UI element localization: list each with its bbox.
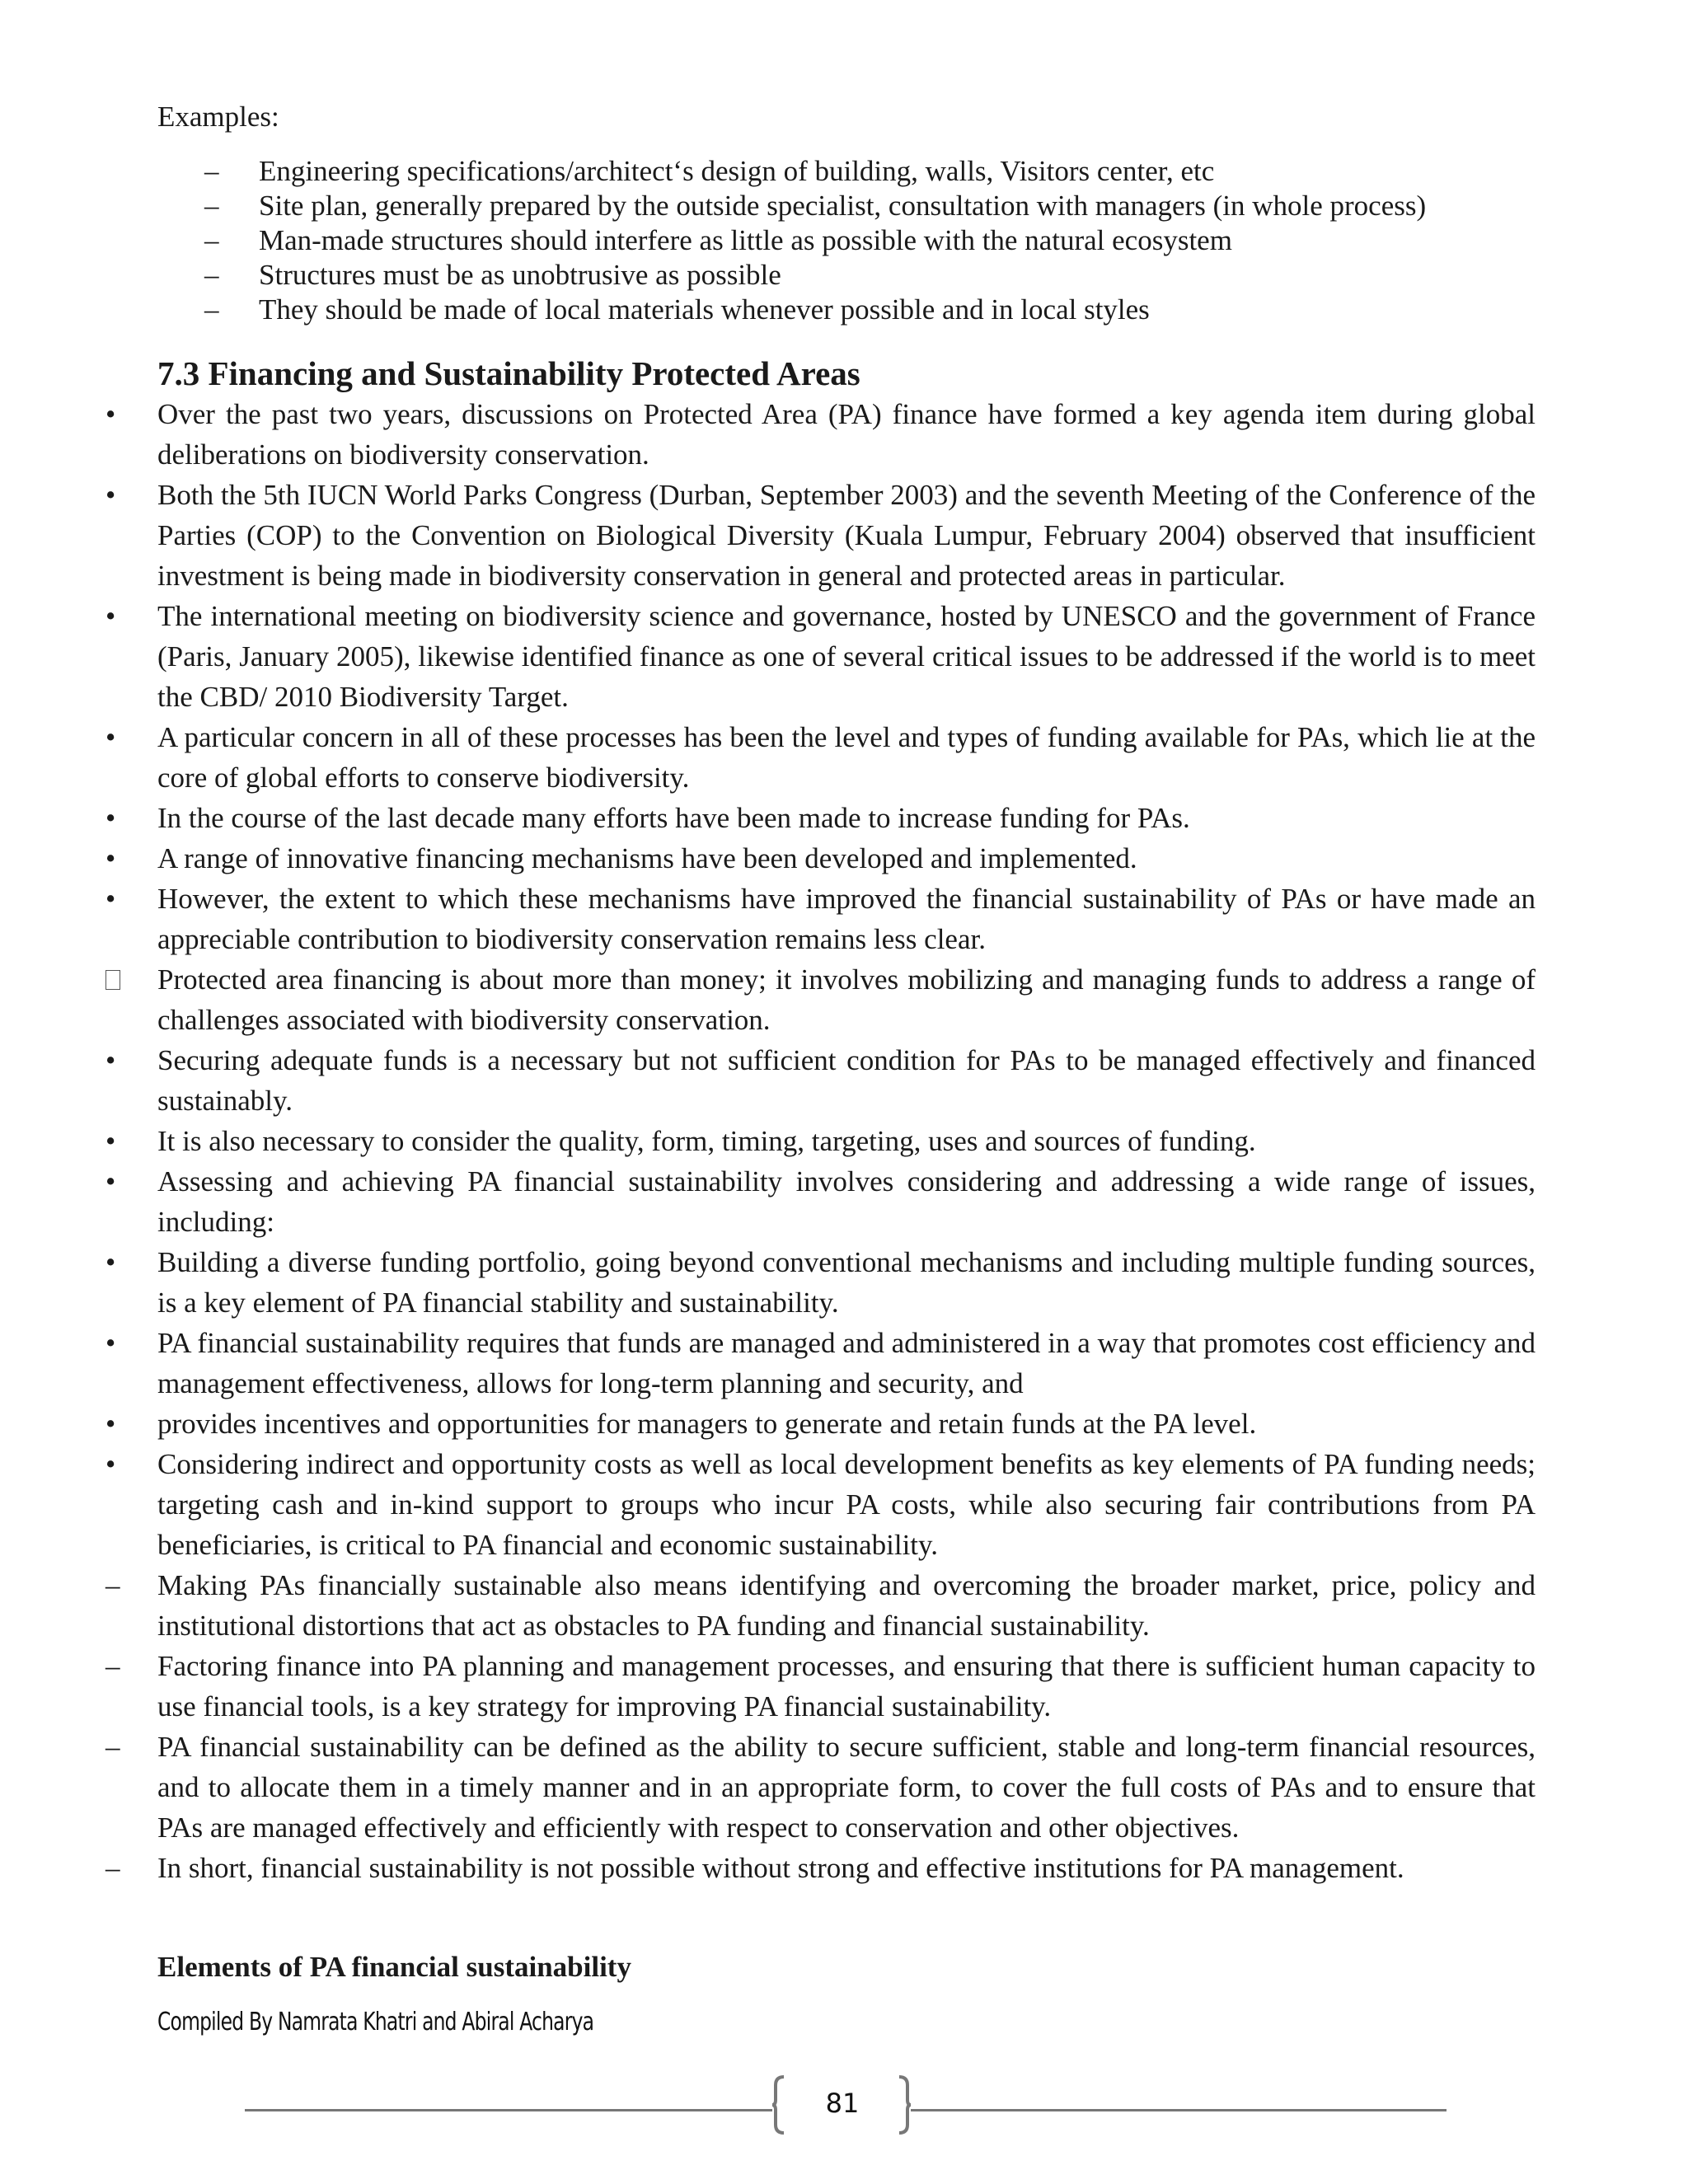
section-bullet-list [106, 394, 1536, 1888]
bullet-marker: • [106, 1125, 116, 1157]
bullet-text: Making PAs financially sustainable also means identifying and overcoming the broader market, price, policy and institutional distortions that act as obstacles to PA funding and financial sustainability. [157, 1569, 1536, 1642]
bullet-item [106, 1040, 1536, 1121]
bullet-text: A particular concern in all of these processes has been the level and types of funding available for PAs, which lie at the core of global efforts to conserve biodiversity. [157, 721, 1536, 794]
page-number: 81 [825, 2088, 860, 2119]
examples-list-item [204, 293, 1556, 327]
bullet-item [106, 717, 1536, 798]
bullet-item [106, 1444, 1536, 1565]
bullet-text: Securing adequate funds is a necessary but not sufficient condition for PAs to be managed effectively and financed sustainably. [157, 1044, 1536, 1117]
bullet-item [106, 596, 1536, 717]
bullet-text: PA financial sustainability can be defined as the ability to secure sufficient, stable and long-term financial resources, and to allocate them in a timely manner and in an appropriate form, to cover the full costs of PAs and to ensure that PAs are managed effectively and efficiently with respect to conservation and other objectives. [157, 1731, 1536, 1844]
dash-marker: – [204, 190, 219, 222]
bullet-marker: • [106, 1165, 116, 1197]
dash-marker: – [204, 155, 219, 187]
bullet-item [106, 1121, 1536, 1161]
examples-item-text: Structures must be as unobtrusive as possible [259, 259, 781, 291]
bullet-text: Protected area financing is about more than money; it involves mobilizing and managing funds to address a range of challenges associated with biodiversity conservation. [157, 963, 1536, 1036]
bullet-text: However, the extent to which these mechanisms have improved the financial sustainability of PAs or have made an appreciable contribution to biodiversity conservation remains less clear. [157, 883, 1536, 955]
bullet-text: In short, financial sustainability is not possible without strong and effective institutions for PA management. [157, 1852, 1404, 1884]
bullet-text: Both the 5th IUCN World Parks Congress (Durban, September 2003) and the seventh Meeting of the Conference of the Parties (COP) to the Convention on Biological Diversity (Kuala Lumpur, February 2004) observed that insufficient investment is being made in biodiversity conservation in general and protected areas in particular. [157, 479, 1536, 592]
bullet-text: Over the past two years, discussions on Protected Area (PA) finance have formed a key agenda item during global deliberations on biodiversity conservation. [157, 398, 1536, 471]
bullet-item [106, 1404, 1536, 1444]
bullet-item [106, 1727, 1536, 1848]
bullet-text: Considering indirect and opportunity costs as well as local development benefits as key elements of PA funding needs; targeting cash and in-kind support to groups who incur PA costs, while also securing fair contributions from PA beneficiaries, is critical to PA financial and economic sustainability. [157, 1448, 1536, 1561]
bullet-marker: • [106, 1327, 116, 1359]
bullet-text: A range of innovative financing mechanisms have been developed and implemented. [157, 842, 1137, 874]
bullet-item [106, 1242, 1536, 1323]
examples-list-item [204, 223, 1556, 258]
examples-list-item [204, 189, 1556, 223]
right-bracket-icon [896, 2075, 912, 2135]
bullet-text: Assessing and achieving PA financial sustainability involves considering and addressing a wide range of issues, including: [157, 1165, 1536, 1238]
bullet-text: In the course of the last decade many efforts have been made to increase funding for PAs. [157, 802, 1190, 834]
examples-item-text: Site plan, generally prepared by the outside specialist, consultation with managers (in whole process) [259, 190, 1427, 222]
bullet-item [106, 1323, 1536, 1404]
bullet-item [106, 1161, 1536, 1242]
bullet-marker: • [106, 842, 116, 874]
dash-marker: – [106, 1731, 120, 1763]
sub-heading: Elements of PA financial sustainability [157, 1951, 631, 1983]
section-heading: 7.3 Financing and Sustainability Protected Areas [157, 354, 860, 392]
bullet-marker: • [106, 1044, 116, 1076]
bullet-marker: • [106, 479, 116, 511]
bullet-item [106, 959, 1536, 1040]
missing-glyph-box-icon [106, 959, 138, 1001]
bullet-marker: • [106, 802, 116, 834]
examples-item-text: They should be made of local materials whenever possible and in local styles [259, 293, 1150, 326]
bullet-marker: • [106, 721, 116, 753]
box-glyph-icon [106, 970, 120, 990]
dash-marker: – [204, 293, 219, 326]
examples-list-item [204, 258, 1556, 293]
bullet-item [106, 838, 1536, 879]
bullet-item [106, 394, 1536, 475]
footer-credit: Compiled By Namrata Khatri and Abiral Acharya [157, 2008, 594, 2036]
dash-marker: – [204, 259, 219, 291]
bullet-item [106, 1646, 1536, 1727]
examples-item-text: Engineering specifications/architect‘s design of building, walls, Visitors center, etc [259, 155, 1215, 187]
footer-rule-right [911, 2109, 1447, 2111]
left-bracket-icon [771, 2075, 787, 2135]
bullet-item [106, 1565, 1536, 1646]
bullet-marker: • [106, 398, 116, 430]
bullet-text: Factoring finance into PA planning and management processes, and ensuring that there is sufficient human capacity to use financial tools, is a key strategy for improving PA financial sustainability. [157, 1650, 1536, 1722]
bullet-marker: • [106, 600, 116, 632]
dash-marker: – [106, 1852, 120, 1884]
examples-list [204, 154, 1556, 327]
bullet-item [106, 1848, 1536, 1888]
bullet-text: PA financial sustainability requires that funds are managed and administered in a way that promotes cost efficiency and management effectiveness, allows for long-term planning and security, and [157, 1327, 1536, 1399]
bullet-marker: • [106, 1408, 116, 1440]
bullet-text: The international meeting on biodiversity science and governance, hosted by UNESCO and the government of France (Paris, January 2005), likewise identified finance as one of several critical issues to be addressed if the world is to meet the CBD/ 2010 Biodiversity Target. [157, 600, 1536, 713]
dash-marker: – [106, 1569, 120, 1601]
bullet-marker: • [106, 1246, 116, 1278]
bullet-item [106, 475, 1536, 596]
examples-label: Examples: [157, 101, 279, 133]
bullet-item [106, 879, 1536, 959]
footer-rule-left [245, 2109, 772, 2111]
bullet-marker: • [106, 883, 116, 915]
bullet-text: It is also necessary to consider the quality, form, timing, targeting, uses and sources of funding. [157, 1125, 1256, 1157]
examples-item-text: Man-made structures should interfere as little as possible with the natural ecosystem [259, 224, 1232, 256]
dash-marker: – [204, 224, 219, 256]
bullet-text: Building a diverse funding portfolio, going beyond conventional mechanisms and including multiple funding sources, is a key element of PA financial stability and sustainability. [157, 1246, 1536, 1319]
bullet-marker: • [106, 1448, 116, 1480]
bullet-item [106, 798, 1536, 838]
dash-marker: – [106, 1650, 120, 1682]
examples-list-item [204, 154, 1556, 189]
bullet-text: provides incentives and opportunities for managers to generate and retain funds at the PA level. [157, 1408, 1257, 1440]
